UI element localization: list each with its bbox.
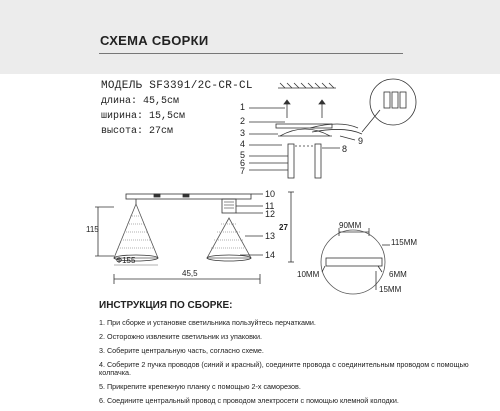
instruction-step-2: 2. Осторожно извлеките светильник из упаковки. bbox=[99, 332, 263, 341]
dim-shade-diameter: Ф155 bbox=[116, 256, 136, 265]
callout-11: 11 bbox=[265, 201, 275, 211]
callout-6: 6 bbox=[240, 158, 246, 168]
mounting-bar bbox=[276, 124, 332, 128]
wire-bundle bbox=[310, 124, 358, 128]
dim-total-length: 45,5 bbox=[182, 269, 198, 278]
dim-plate-offset: 6MM bbox=[389, 270, 407, 279]
spec-length: длина: 45,5см bbox=[101, 96, 180, 107]
dim-plate-height: 115MM bbox=[391, 238, 418, 247]
instruction-step-3: 3. Соберите центральную часть, согласно схеме. bbox=[99, 346, 264, 355]
dim-shade-height: 115 bbox=[86, 225, 99, 234]
callout-3: 3 bbox=[240, 128, 246, 138]
callout-12: 12 bbox=[265, 209, 276, 219]
mounting-screws bbox=[284, 100, 325, 118]
rod-left bbox=[288, 144, 294, 178]
callout-13: 13 bbox=[265, 231, 276, 241]
callout-14: 14 bbox=[265, 250, 276, 260]
dim-plate-depth: 10MM bbox=[297, 270, 320, 279]
callout-10: 10 bbox=[265, 189, 276, 199]
callout-8: 8 bbox=[342, 144, 348, 154]
page-title: СХЕМА СБОРКИ bbox=[100, 33, 209, 48]
callout-1: 1 bbox=[240, 102, 246, 112]
callout-9: 9 bbox=[358, 136, 364, 146]
spec-width: ширина: 15,5см bbox=[101, 111, 186, 122]
instruction-step-6: 6. Соедините центральный провод с проводом электросети с помощью клемной колодки. bbox=[99, 396, 399, 405]
model-name: МОДЕЛЬ SF3391/2C-CR-CL bbox=[101, 80, 253, 92]
callout-4: 4 bbox=[240, 139, 246, 149]
instruction-step-1: 1. При сборке и установке светильника пользуйтесь перчатками. bbox=[99, 318, 316, 327]
right-shade bbox=[207, 199, 251, 261]
callout-2: 2 bbox=[240, 116, 246, 126]
callout-leaders bbox=[249, 108, 355, 170]
terminal-detail bbox=[370, 79, 416, 125]
callout-5: 5 bbox=[240, 150, 246, 160]
instruction-step-5: 5. Прикрепите крепежную планку с помощью 2-х саморезов. bbox=[99, 382, 301, 391]
instruction-step-4: 4. Соберите 2 пучка проводов (синий и красный), соедините провода с соединительным проводом с помощью колпачка. bbox=[99, 360, 469, 377]
dim-total-height: 27 bbox=[279, 223, 288, 232]
instructions-title: ИНСТРУКЦИЯ ПО СБОРКЕ: bbox=[99, 300, 233, 311]
callout-7: 7 bbox=[240, 166, 246, 176]
ceiling-hatch bbox=[278, 83, 336, 88]
dim-plate-diameter: 90MM bbox=[339, 221, 362, 230]
left-shade bbox=[114, 199, 158, 261]
rod-right bbox=[315, 144, 321, 178]
spec-height: высота: 27см bbox=[101, 126, 174, 137]
dim-plate-bottom: 15MM bbox=[379, 285, 402, 294]
lamp-holder bbox=[222, 199, 236, 213]
assembly-instructions bbox=[99, 300, 489, 411]
